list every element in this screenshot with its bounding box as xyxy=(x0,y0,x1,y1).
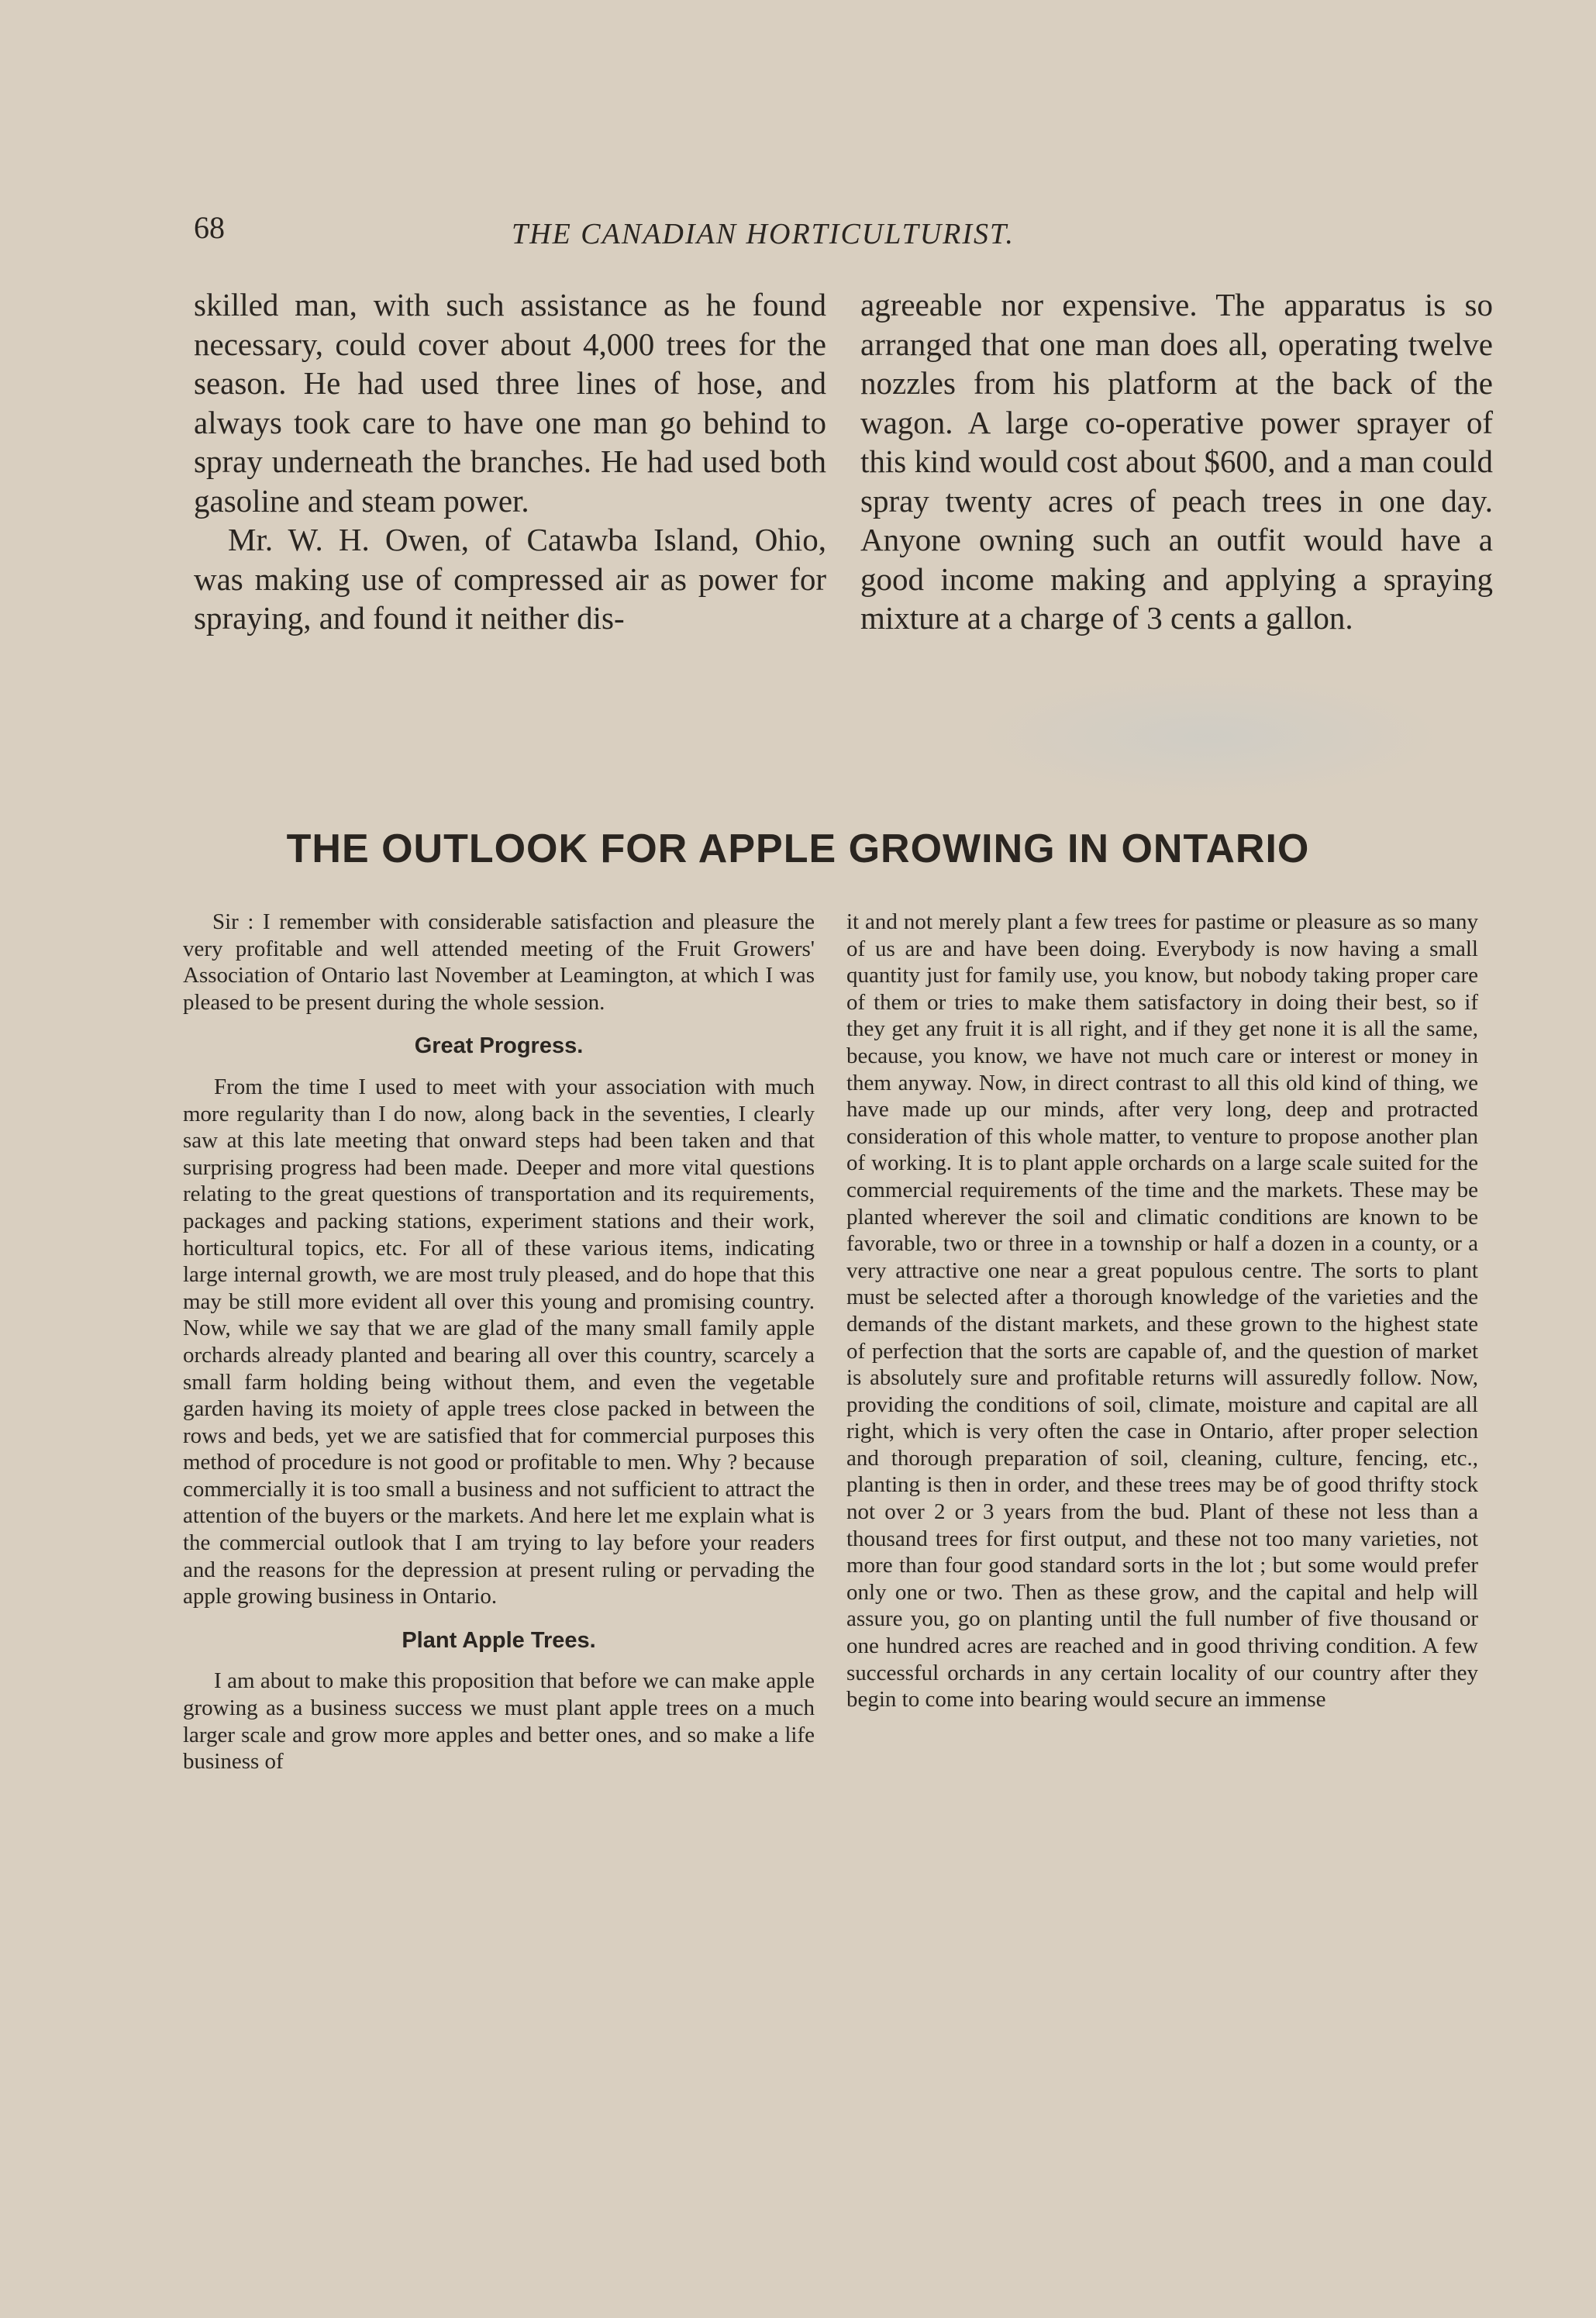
article-title: THE OUTLOOK FOR APPLE GROWING IN ONTARIO xyxy=(286,826,1310,871)
subhead-plant-apple-trees: Plant Apple Trees. xyxy=(402,1627,596,1653)
top-left-column xyxy=(194,285,826,638)
article-left-column xyxy=(183,909,815,1775)
article-paragraph-3: it and not merely plant a few trees for pastime or pleasure as so many of us are and have been doing. Everybody is now having a small quantity just for family use, you know, but nobody taking proper care of them or tries to make them satisfactory in doing their best, so if they get any fruit it is all right, and if they get none it is all the same, because, you know, we have not much care or interest or money in them anyway. Now, in direct contrast to all this old kind of thing, we have made up our minds, after very long, deep and protracted consideration of this whole matter, to venture to propose another plan of working. It is to plant apple orchards on a large scale suited for the commercial requirements of the time and the markets. These may be planted wherever the soil and climatic conditions are known to be favorable, two or three in a township or half a dozen in a county, or a very attractive one near a great populous centre. The sorts to plant must be selected after a thorough knowledge of the varieties and the demands of the distant markets, and these grown to the highest state of perfection that the sorts are capable of, and the question of market is absolutely sure and profitable returns will assuredly follow. Now, providing the conditions of soil, climate, moisture and capital are all right, which is very often the case in Ontario, after proper selection and thorough preparation of soil, cleaning, culture, fencing, etc., planting is then in order, and these trees may be of good thrifty stock not over 2 or 3 years from the bud. Plant of these not less than a thousand trees for first output, and these not too many varieties, not more than four good standard sorts in the lot ; but some would prefer only one or two. Then as these grow, and the capital and help will assure you, go on planting until the full number of five thousand or one hundred acres are reached and in good thriving condition. A few successful orchards in any certain locality of our country after they begin to come into bearing would secure an immense xyxy=(846,909,1478,1713)
article-paragraph-2: I am about to make this proposition that before we can make apple growing as a business success we must plant apple trees on a much larger scale and grow more apples and better ones, and so make a life business of xyxy=(183,1668,815,1775)
top-right-paragraph-1: agreeable nor expensive. The apparatus is so arranged that one man does all, operating twelve nozzles from his platform at the back of the wagon. A large co-operative power sprayer of this kind would cost about $600, and a man could spray twenty acres of peach trees in one day. Anyone owning such an outfit would have a good income making and applying a spraying mixture at a charge of 3 cents a gallon. xyxy=(860,287,1493,636)
top-left-paragraph-1: skilled man, with such assistance as he found necessary, could cover about 4,000 trees for the season. He had used three lines of hose, and always took care to have one man go behind to spray underneath the branches. He had used both gasoline and steam power. xyxy=(194,287,826,519)
running-head: THE CANADIAN HORTICULTURIST. xyxy=(512,218,1015,250)
top-left-paragraph-2: Mr. W. H. Owen, of Catawba Island, Ohio, was making use of compressed air as power for spraying, and found it neither dis- xyxy=(194,522,826,636)
page-number: 68 xyxy=(194,210,225,245)
article-right-column xyxy=(846,909,1478,1713)
paper-stain xyxy=(977,674,1442,799)
top-right-column xyxy=(860,285,1493,638)
subhead-great-progress: Great Progress. xyxy=(414,1033,584,1059)
article-intro: Sir : I remember with considerable satisfaction and pleasure the very profitable and well attended meeting of the Fruit Growers' Association of Ontario last November at Leamington, at which I was pleased to be present during the whole session. xyxy=(183,909,815,1015)
article-paragraph-1: From the time I used to meet with your association with much more regularity than I do now, along back in the seventies, I clearly saw at this late meeting that onward steps had been taken and that surprising progress had been made. Deeper and more vital questions relating to the great questions of transportation and its requirements, packages and packing stations, experiment stations and their work, horticultural topics, etc. For all of these various items, indicating large internal growth, we are most truly pleased, and do hope that this may be still more evident all over this young and promising country. Now, while we say that we are glad of the many small family apple orchards already planted and bearing all over this country, scarcely a small farm holding being without them, and even the vegetable garden having its moiety of apple trees close packed in between the rows and beds, yet we are satisfied that for commercial purposes this method of procedure is not good or profitable to men. Why ? because commercially it is too small a business and not sufficient to attract the attention of the buyers or the markets. And here let me explain what is the commercial outlook that I am trying to lay before your readers and the reasons for the depression at present ruling or pervading the apple growing business in Ontario. xyxy=(183,1074,815,1609)
